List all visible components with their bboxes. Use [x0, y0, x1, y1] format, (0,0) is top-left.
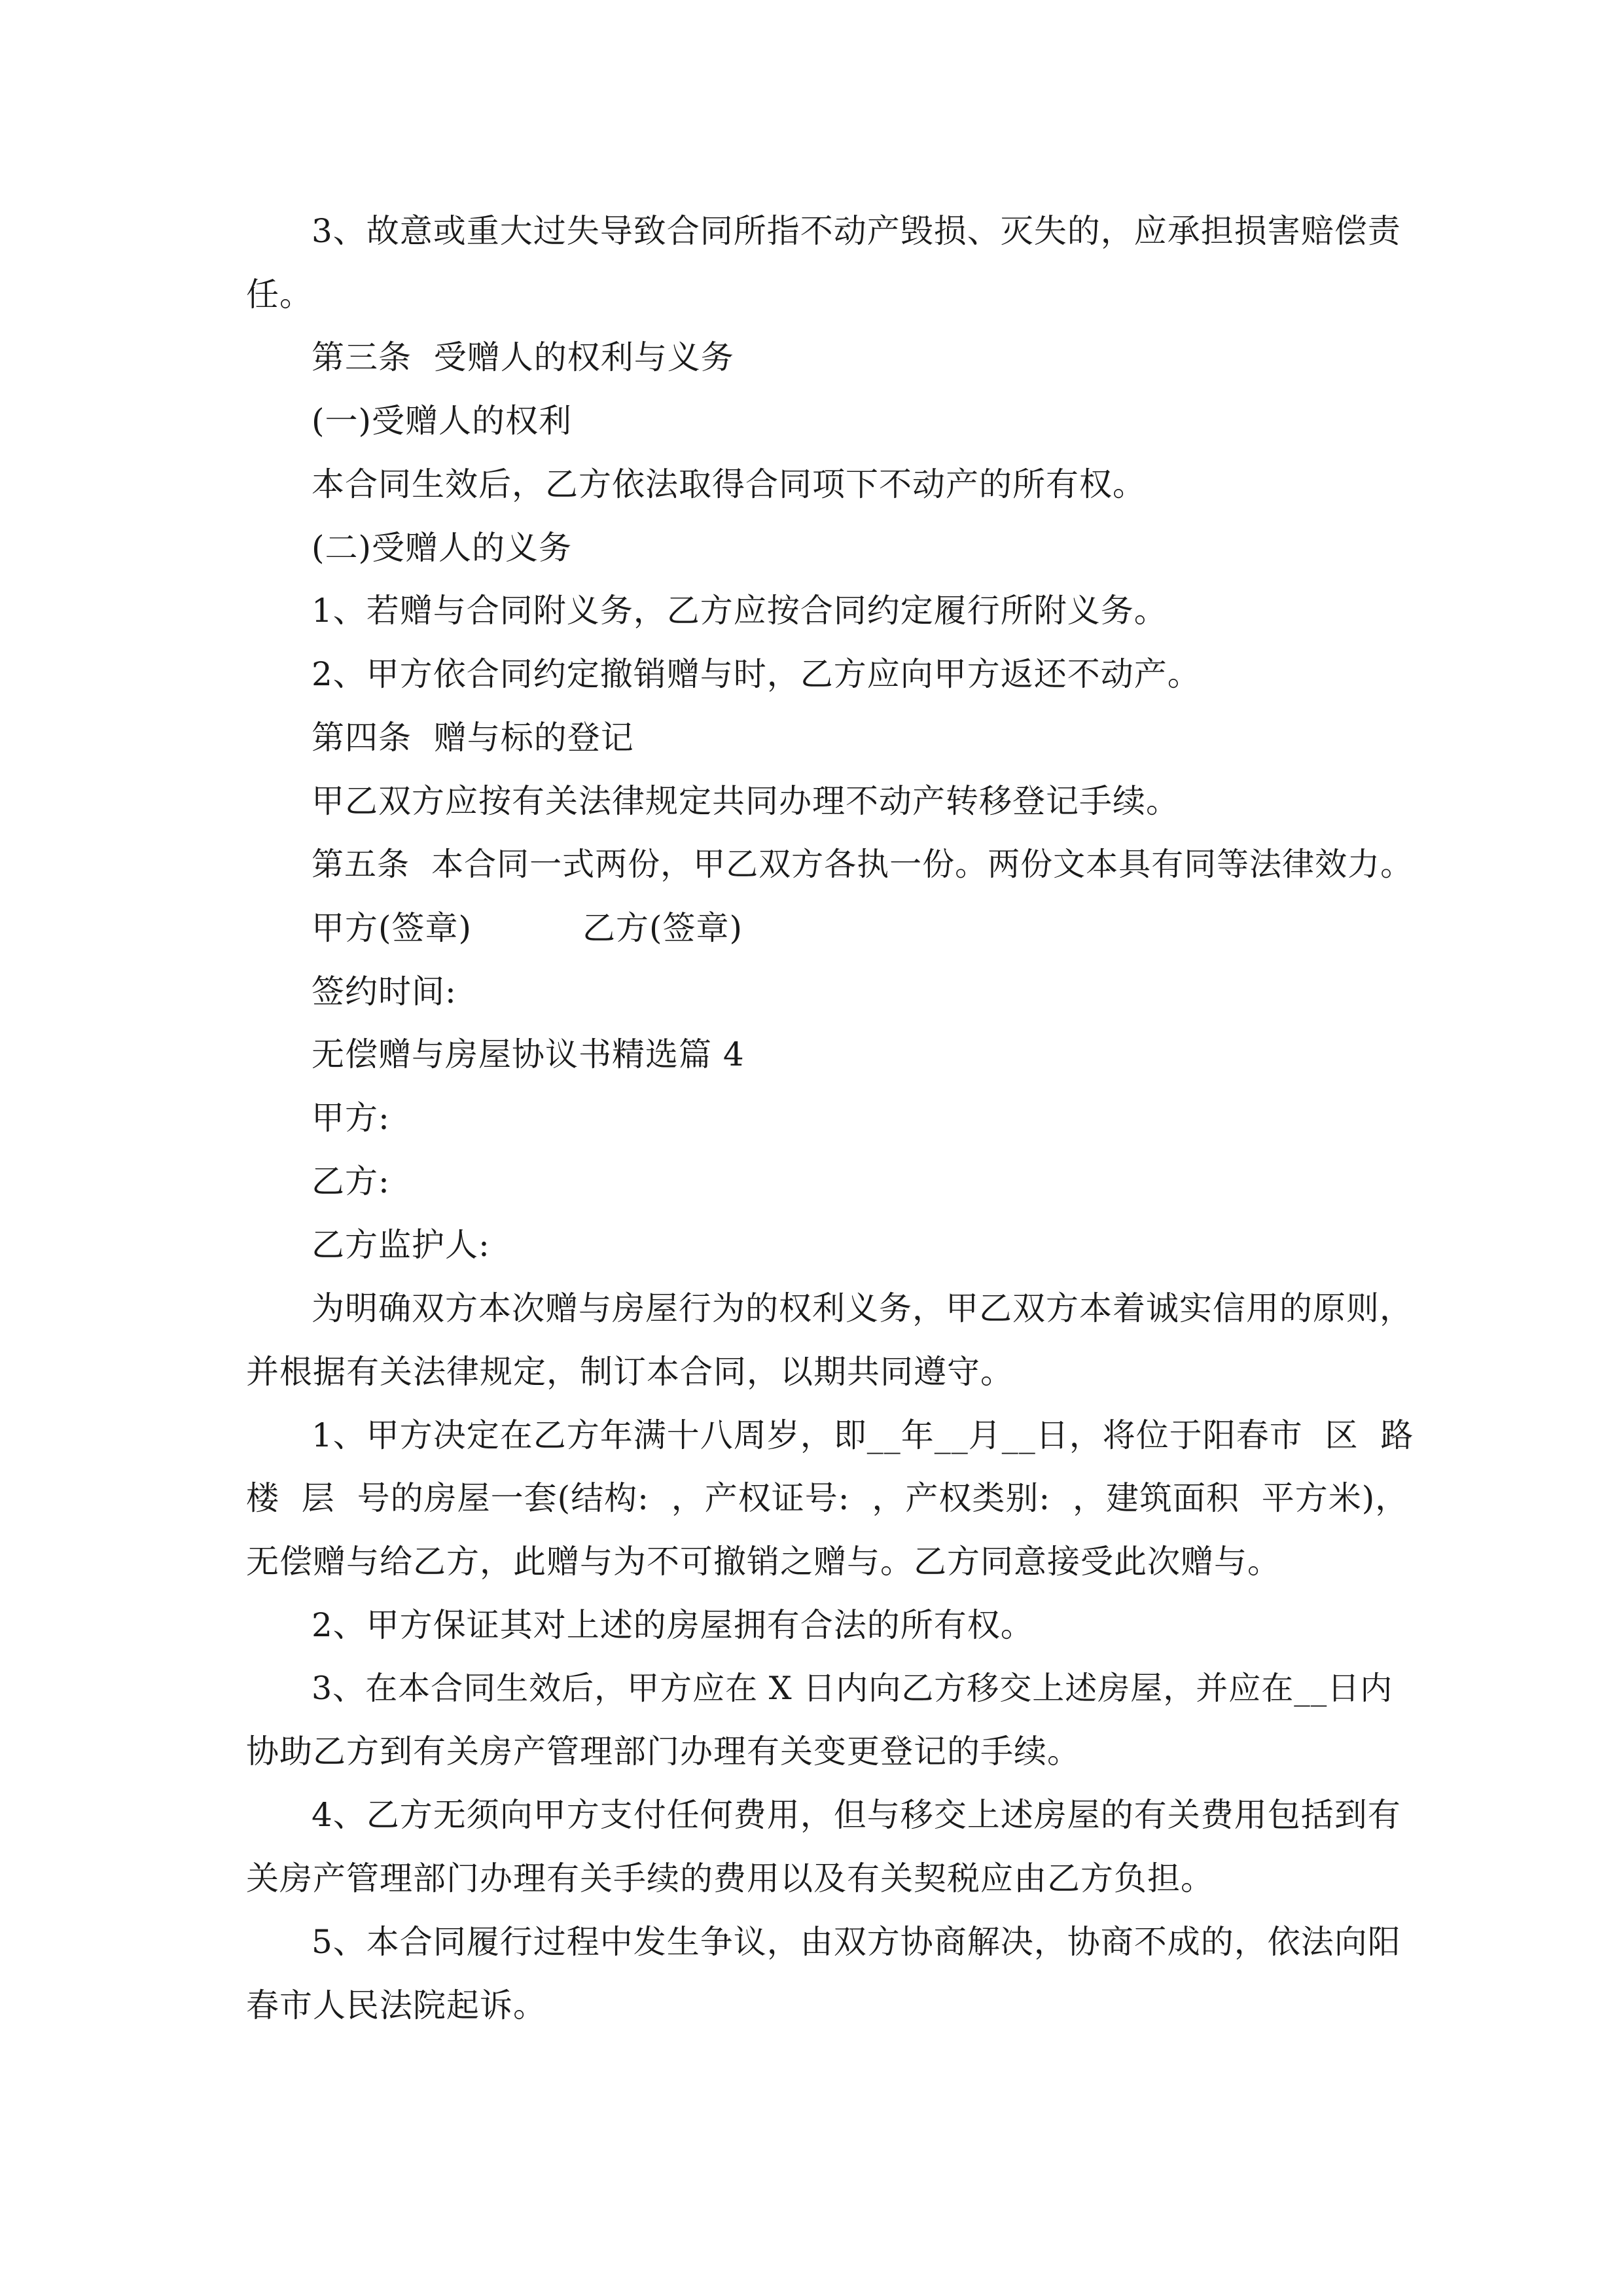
section-heading: 第四条 赠与标的登记	[312, 719, 634, 757]
document-title: 无偿赠与房屋协议书精选篇 4	[312, 1035, 745, 1073]
text-line: 2、甲方保证其对上述的房屋拥有合法的所有权。	[312, 1606, 1034, 1644]
section-heading: 第五条 本合同一式两份，甲乙双方各执一份。两份文本具有同等法律效力。	[312, 846, 1414, 883]
text-line: 5、本合同履行过程中发生争议，由双方协商解决，协商不成的，依法向阳	[312, 1923, 1401, 1961]
subsection-heading: (一)受赠人的权利	[312, 402, 573, 440]
text-line: 本合同生效后，乙方依法取得合同项下不动产的所有权。	[312, 465, 1146, 503]
text-line: 3、故意或重大过失导致合同所指不动产毁损、灭失的，应承担损害赔偿责	[312, 212, 1401, 250]
text-line: 2、甲方依合同约定撤销赠与时，乙方应向甲方返还不动产。	[312, 655, 1201, 693]
text-line: 任。	[246, 276, 313, 314]
guardian-line: 乙方监护人:	[312, 1226, 490, 1264]
text-line: 甲乙双方应按有关法律规定共同办理不动产转移登记手续。	[312, 782, 1179, 820]
text-line: 协助乙方到有关房产管理部门办理有关变更登记的手续。	[246, 1732, 1080, 1770]
text-line: 春市人民法院起诉。	[246, 1986, 546, 2024]
signature-line: 甲方(签章) 乙方(签章)	[312, 909, 743, 947]
text-line: 为明确双方本次赠与房屋行为的权利义务，甲乙双方本着诚实信用的原则，	[312, 1289, 1413, 1327]
text-line: 无偿赠与给乙方，此赠与为不可撤销之赠与。乙方同意接受此次赠与。	[246, 1543, 1281, 1581]
party-a-line: 甲方:	[312, 1099, 390, 1137]
text-line: 关房产管理部门办理有关手续的费用以及有关契税应由乙方负担。	[246, 1859, 1214, 1897]
section-heading: 第三条 受赠人的权利与义务	[312, 338, 734, 376]
text-line: 3、在本合同生效后，甲方应在 X 日内向乙方移交上述房屋，并应在__日内	[312, 1670, 1393, 1707]
signing-date-line: 签约时间:	[312, 973, 457, 1011]
text-line: 并根据有关法律规定，制订本合同，以期共同遵守。	[246, 1353, 1014, 1391]
text-line: 1、甲方决定在乙方年满十八周岁，即__年__月__日，将位于阳春市 区 路	[312, 1416, 1414, 1454]
subsection-heading: (二)受赠人的义务	[312, 529, 573, 567]
text-line: 1、若赠与合同附义务，乙方应按合同约定履行所附义务。	[312, 592, 1168, 630]
party-b-line: 乙方:	[312, 1162, 390, 1200]
text-line: 4、乙方无须向甲方支付任何费用，但与移交上述房屋的有关费用包括到有	[312, 1796, 1401, 1834]
text-line: 楼 层 号的房屋一套(结构: ，产权证号: ，产权类别: ，建筑面积 平方米)，	[246, 1479, 1409, 1517]
